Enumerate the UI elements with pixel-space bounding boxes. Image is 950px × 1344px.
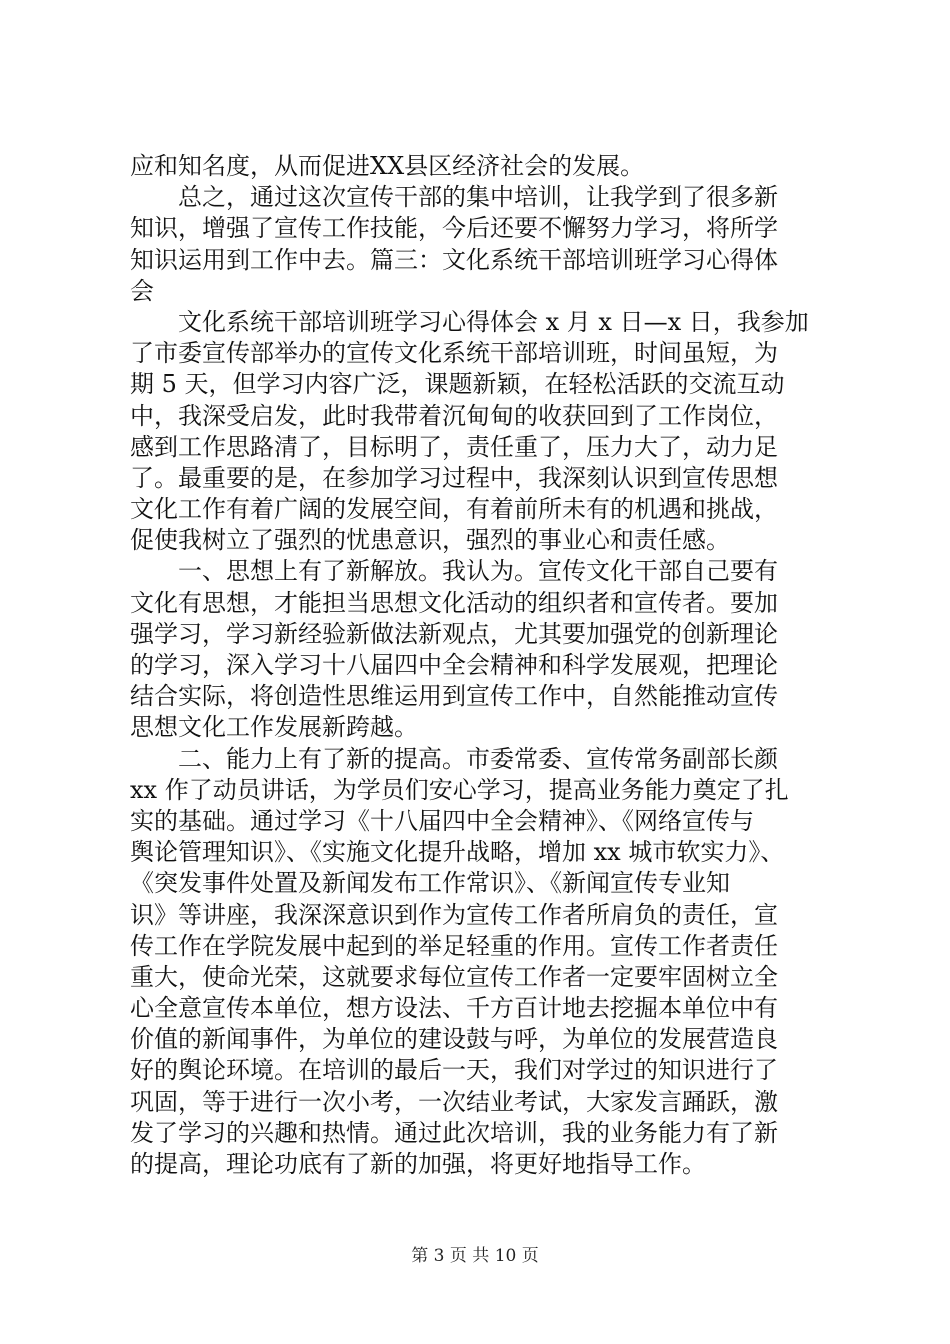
text-line: 感到工作思路清了，目标明了，责任重了，压力大了，动力足 [130, 432, 778, 461]
text-line: 的学习，深入学习十八届四中全会精神和科学发展观，把理论 [130, 651, 778, 679]
text-line: 文化系统干部培训班学习心得体会 x 月 x 日—x 日，我参加 [178, 307, 809, 336]
text-line: 实的基础。通过学习《十八届四中全会精神》、《网络宣传与 [130, 806, 754, 835]
text-line: 了市委宣传部举办的宣传文化系统干部培训班，时间虽短，为 [130, 339, 778, 368]
text-line: 二、能力上有了新的提高。市委常委、宣传常务副部长颜 [178, 744, 778, 773]
text-line: 思想文化工作发展新跨越。 [130, 713, 418, 742]
text-line: 识》等讲座，我深深意识到作为宣传工作者所肩负的责任，宣 [130, 900, 778, 929]
document-body [130, 151, 830, 1180]
text-line: 了。最重要的是，在参加学习过程中，我深刻认识到宣传思想 [130, 463, 778, 492]
text-line: 舆论管理知识》、《实施文化提升战略，增加 xx 城市软实力》、 [130, 838, 785, 867]
text-line: 结合实际，将创造性思维运用到宣传工作中，自然能推动宣传 [130, 682, 778, 711]
text-line: 好的舆论环境。在培训的最后一天，我们对学过的知识进行了 [130, 1056, 778, 1085]
text-line: 期 5 天，但学习内容广泛，课题新颖，在轻松活跃的交流互动 [130, 370, 785, 399]
text-line: 的提高，理论功底有了新的加强，将更好地指导工作。 [130, 1150, 706, 1178]
text-line: 会 [130, 276, 154, 305]
text-line: 价值的新闻事件，为单位的建设鼓与呼，为单位的发展营造良 [130, 1025, 778, 1054]
page-footer: 第 3 页 共 10 页 [411, 1246, 539, 1266]
text-line: 促使我树立了强烈的忧患意识，强烈的事业心和责任感。 [130, 526, 730, 555]
text-line: 强学习，学习新经验新做法新观点，尤其要加强党的创新理论 [130, 619, 778, 648]
text-line: 中，我深受启发，此时我带着沉甸甸的收获回到了工作岗位， [130, 401, 778, 430]
text-line: xx 作了动员讲话，为学员们安心学习，提高业务能力奠定了扎 [130, 775, 789, 804]
text-line: 重大，使命光荣，这就要求每位宣传工作者一定要牢固树立全 [130, 962, 778, 991]
text-line: 总之，通过这次宣传干部的集中培训，让我学到了很多新 [178, 183, 778, 212]
text-line: 心全意宣传本单位，想方设法、千方百计地去挖掘本单位中有 [130, 994, 778, 1023]
text-line: 知识运用到工作中去。篇三：文化系统干部培训班学习心得体 [130, 245, 778, 274]
text-line: 传工作在学院发展中起到的举足轻重的作用。宣传工作者责任 [130, 931, 778, 960]
text-line: 巩固，等于进行一次小考，一次结业考试，大家发言踊跃，激 [130, 1087, 778, 1116]
text-line: 应和知名度，从而促进XX县区经济社会的发展。 [130, 152, 645, 180]
text-line: 文化工作有着广阔的发展空间，有着前所未有的机遇和挑战， [130, 495, 778, 524]
text-line: 《突发事件处置及新闻发布工作常识》、《新闻宣传专业知 [130, 869, 730, 898]
text-line: 发了学习的兴趣和热情。通过此次培训，我的业务能力有了新 [130, 1118, 778, 1147]
text-line: 文化有思想，才能担当思想文化活动的组织者和宣传者。要加 [130, 588, 778, 617]
text-line: 一、思想上有了新解放。我认为。宣传文化干部自己要有 [178, 557, 778, 586]
text-line: 知识，增强了宣传工作技能，今后还要不懈努力学习，将所学 [130, 214, 778, 243]
